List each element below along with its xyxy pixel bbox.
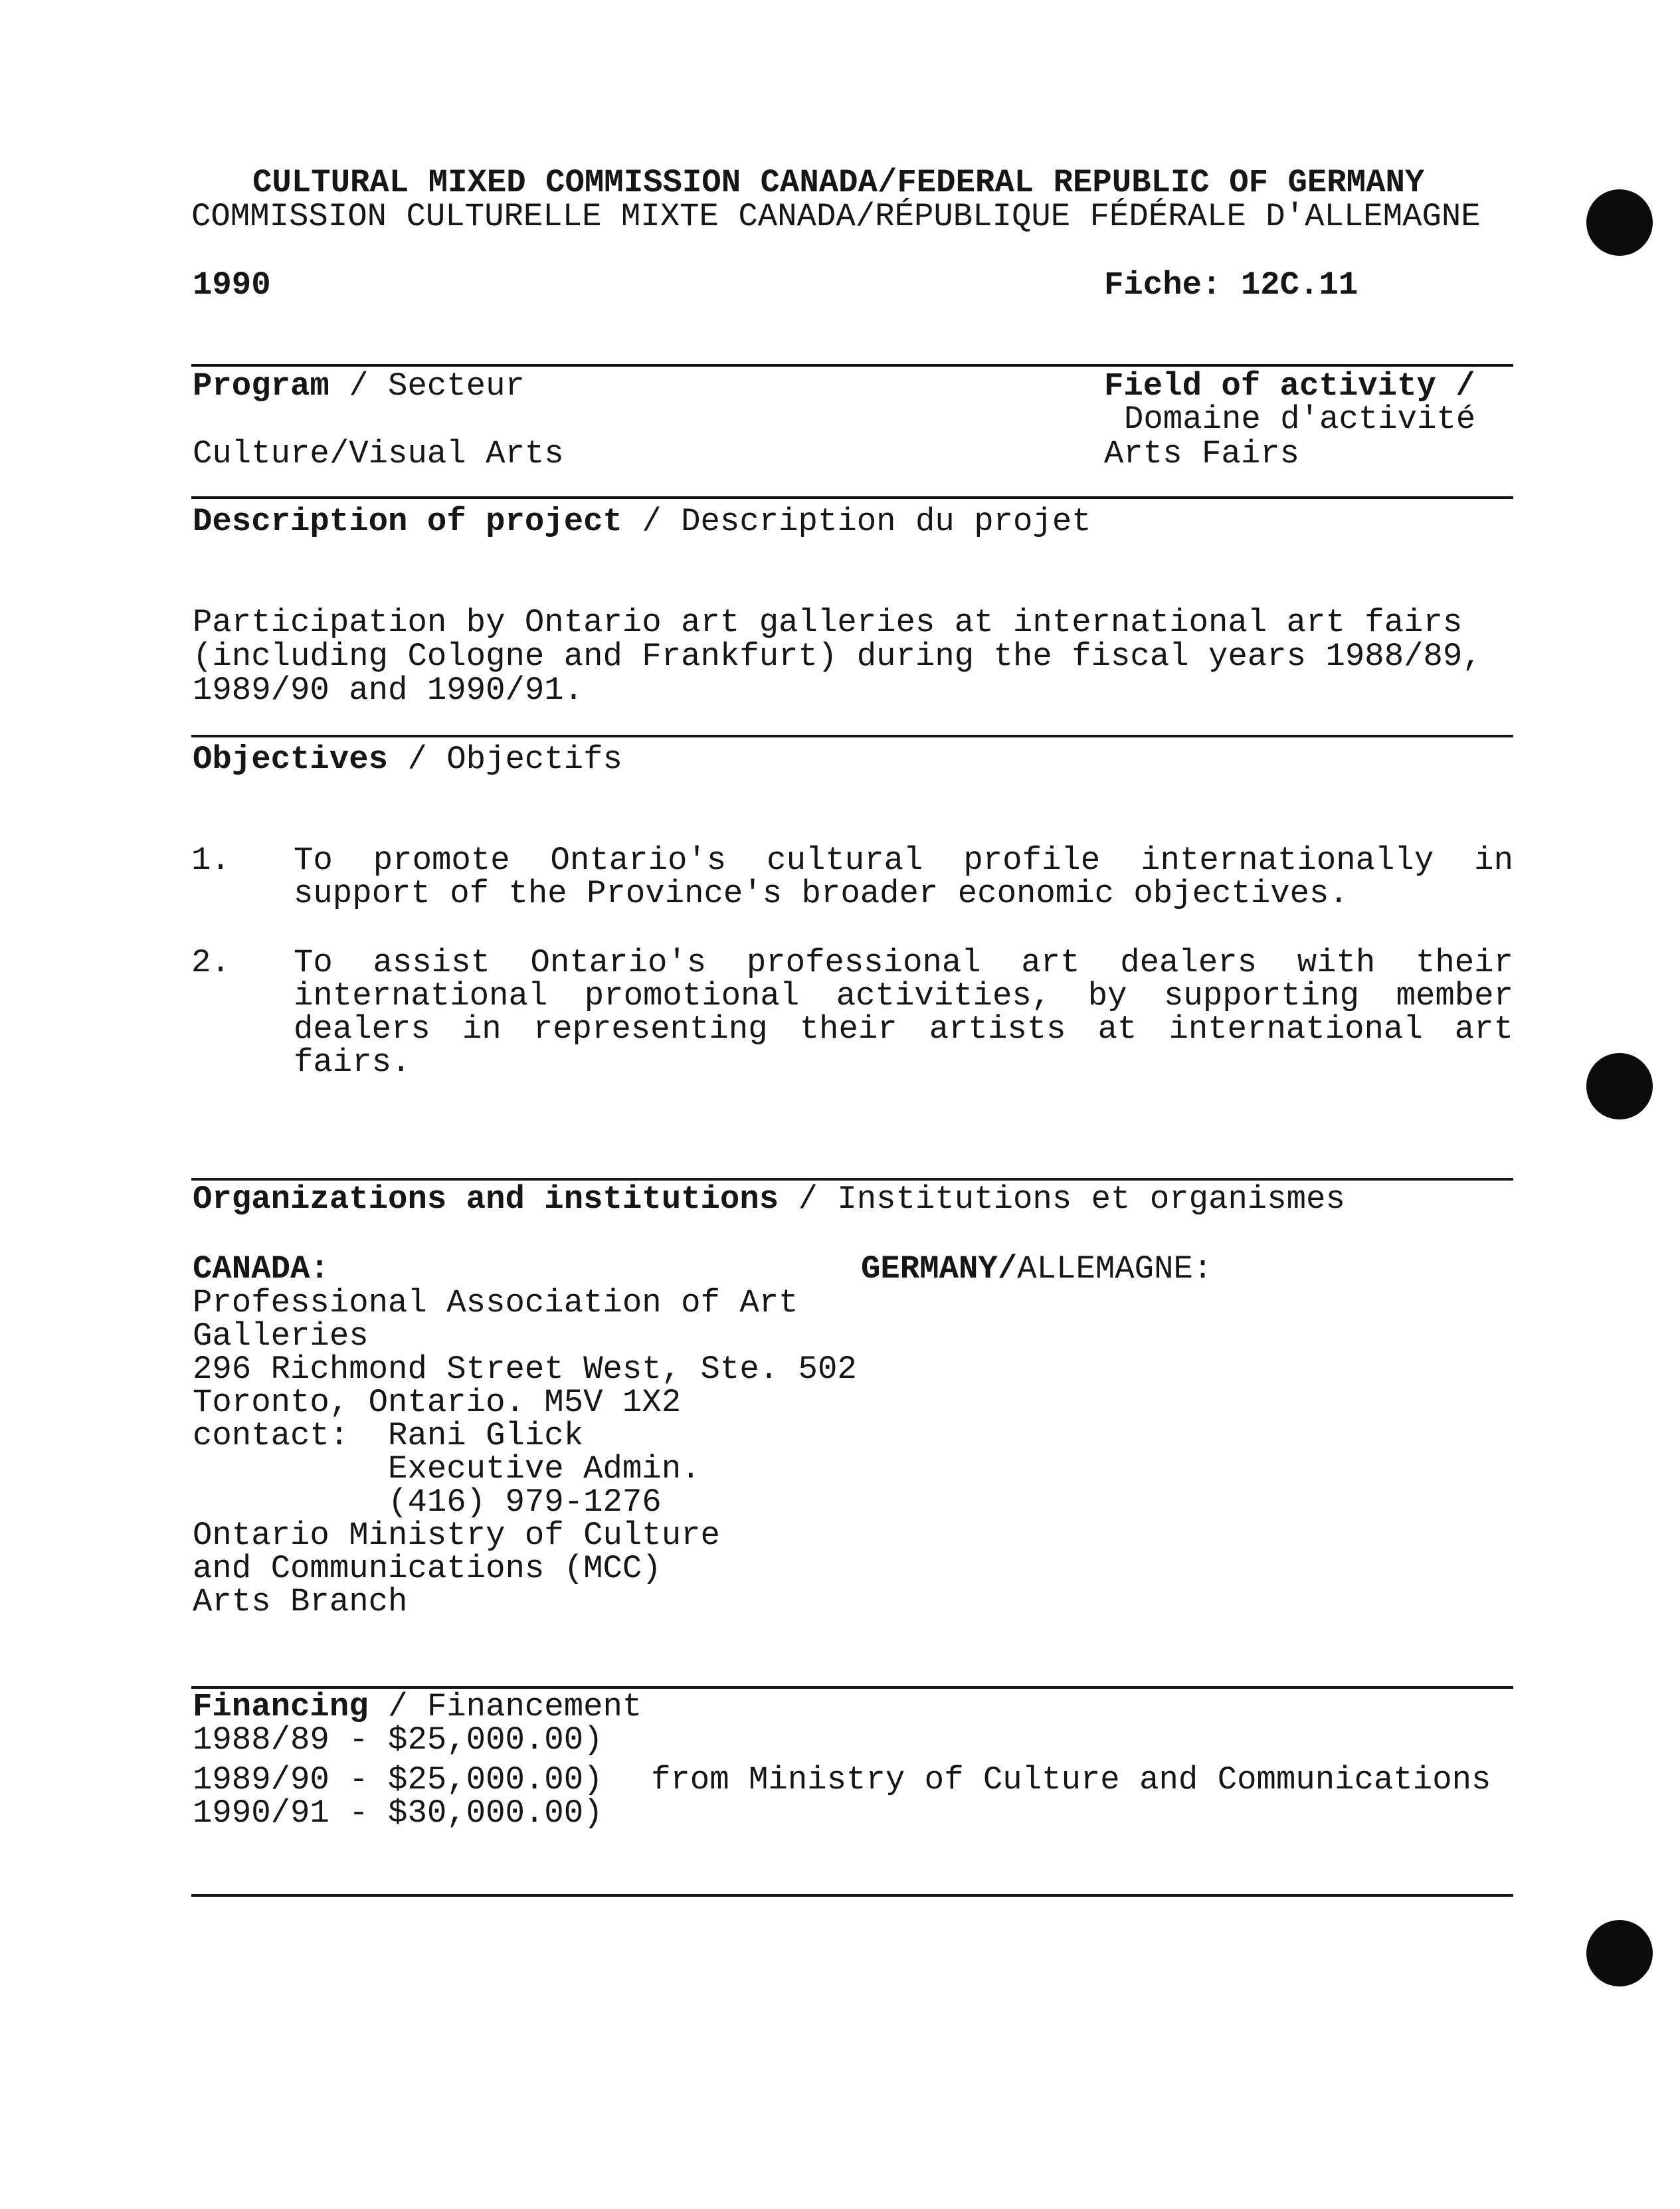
canada-label: CANADA: <box>193 1250 329 1288</box>
germany-label-en: GERMANY/ <box>861 1250 1018 1288</box>
financing-source: from Ministry of Culture and Communications <box>651 1761 1491 1798</box>
objective-line: fairs. <box>294 1044 411 1081</box>
punch-hole-top <box>1586 189 1653 256</box>
objectives-label-en: Objectives <box>193 741 389 778</box>
program-label-fr: / Secteur <box>349 367 525 405</box>
title-english: CULTURAL MIXED COMMISSION CANADA/FEDERAL REPUBLIC OF GERMANY <box>252 164 1425 201</box>
objective-line: To assist Ontario's professional art dealers with their <box>294 944 1513 981</box>
organizations-label-fr: / Institutions et organismes <box>798 1181 1345 1218</box>
canada-org-line: contact: Rani Glick <box>193 1417 584 1454</box>
description-line: Participation by Ontario art galleries at international art fairs <box>193 604 1463 641</box>
description-label-en: Description of project <box>193 503 622 540</box>
germany-label <box>861 1252 1212 1286</box>
description-label-fr: / Description du projet <box>642 503 1091 540</box>
germany-label-fr: ALLEMAGNE: <box>1017 1250 1213 1288</box>
objectives-label-fr: / Objectifs <box>407 741 622 778</box>
description-line: (including Cologne and Frankfurt) during the fiscal years 1988/89, <box>193 638 1482 675</box>
objective-number: 1. <box>191 842 231 879</box>
program-label <box>193 369 525 403</box>
field-label-en: Field of activity / <box>1104 367 1475 405</box>
financing-label-fr: / Financement <box>388 1688 642 1725</box>
financing-label-en: Financing <box>193 1688 369 1725</box>
fiche-value: 12C.11 <box>1240 266 1358 304</box>
canada-org-line: Professional Association of Art <box>193 1284 798 1321</box>
canada-org-line: Toronto, Ontario. M5V 1X2 <box>193 1384 682 1421</box>
title-french: COMMISSION CULTURELLE MIXTE CANADA/RÉPUBLIQUE FÉDÉRALE D'ALLEMAGNE <box>191 198 1481 235</box>
canada-org-line: Executive Admin. <box>193 1450 701 1488</box>
fiche-number <box>1104 268 1358 302</box>
program-value: Culture/Visual Arts <box>193 435 564 472</box>
canada-org-line: 296 Richmond Street West, Ste. 502 <box>193 1351 857 1388</box>
field-label-fr: Domaine d'activité <box>1124 401 1476 438</box>
divider-1 <box>191 364 1513 367</box>
program-label-en: Program <box>193 367 329 405</box>
divider-2 <box>191 496 1513 499</box>
objective-number: 2. <box>191 944 231 981</box>
objective-line: international promotional activities, by supporting member <box>294 977 1513 1014</box>
description-label <box>193 505 1091 539</box>
document-year: 1990 <box>193 266 271 304</box>
organizations-label-en: Organizations and institutions <box>193 1181 779 1218</box>
punch-hole-middle <box>1586 1053 1653 1119</box>
organizations-label <box>193 1183 1345 1216</box>
divider-3 <box>191 735 1513 737</box>
canada-org-line: Ontario Ministry of Culture <box>193 1517 720 1554</box>
canada-org-line: and Communications (MCC) <box>193 1550 662 1587</box>
divider-6 <box>191 1894 1513 1897</box>
canada-org-line: Arts Branch <box>193 1583 408 1620</box>
punch-hole-bottom <box>1586 1920 1653 1986</box>
objectives-label <box>193 743 622 777</box>
objective-line: support of the Province's broader economic objectives. <box>294 875 1349 912</box>
description-line: 1989/90 and 1990/91. <box>193 672 584 709</box>
objective-line: dealers in representing their artists at international art <box>294 1010 1513 1048</box>
field-value: Arts Fairs <box>1104 435 1300 472</box>
canada-org-line: (416) 979-1276 <box>193 1484 662 1521</box>
canada-org-line: Galleries <box>193 1317 369 1355</box>
financing-row: 1988/89 - $25,000.00) <box>193 1721 603 1759</box>
objective-line: To promote Ontario's cultural profile internationally in <box>294 842 1513 879</box>
financing-row: 1989/90 - $25,000.00) <box>193 1761 603 1798</box>
fiche-label: Fiche: <box>1104 266 1222 304</box>
financing-label <box>193 1690 642 1724</box>
financing-row: 1990/91 - $30,000.00) <box>193 1794 603 1832</box>
